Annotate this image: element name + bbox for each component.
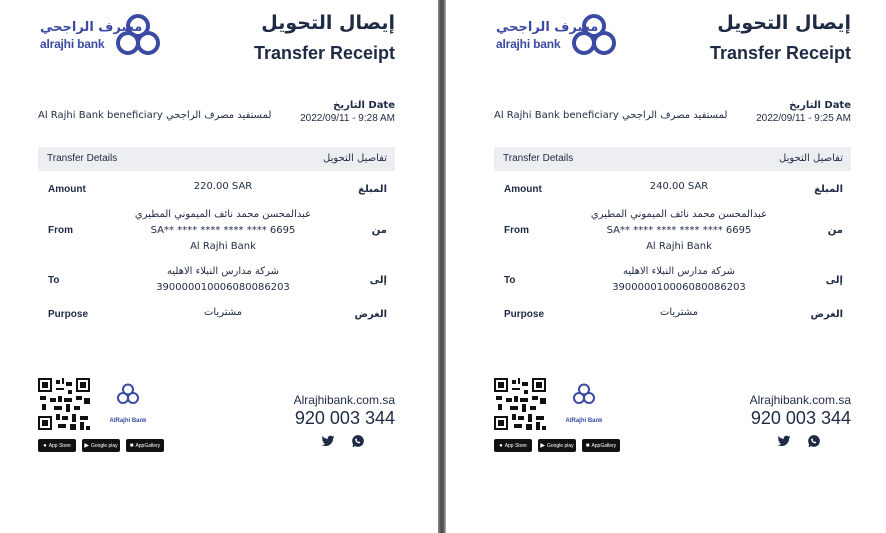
to-account: 390000010006080086203 [156,282,290,293]
logo-name-ar: مصرف الراجحي [496,20,599,35]
play-icon: ▶ [540,443,545,449]
amount-label-ar: المبلغ [358,184,387,195]
play-icon: ▶ [84,443,89,449]
social-links [321,434,365,448]
from-name: عبدالمحسن محمد نائف الميموني المطيري [134,209,312,220]
apple-icon: ● [499,442,503,449]
from-label-en: From [48,225,73,236]
app-store-badges [494,439,620,452]
date-block [300,100,395,124]
purpose-label-ar: الغرض [354,309,387,320]
twitter-icon[interactable] [777,434,791,448]
to-label-en: To [48,275,60,286]
to-label-en: To [504,275,516,286]
amount-value: 240.00 SAR [649,181,709,192]
footer-bank-logo [106,382,150,424]
transfer-details-header [38,147,395,171]
from-label-ar: من [371,225,387,236]
page-divider [438,0,446,533]
receipt-2 [494,0,851,533]
alrajhi-logo-icon [570,12,618,58]
purpose-label-en: Purpose [48,309,89,320]
date-value: 2022/09/11 - 9:25 AM [756,113,851,124]
amount-label-en: Amount [504,184,542,195]
purpose-label-en: Purpose [504,309,545,320]
to-name: شركة مدارس النبلاء الاهليه [167,266,279,277]
from-account: SA** **** **** **** **** 6695 [150,225,296,236]
google-play-badge[interactable]: ▶ Google play [538,439,576,452]
to-name: شركة مدارس النبلاء الاهليه [623,266,735,277]
to-account: 390000010006080086203 [612,282,746,293]
receipt-1 [38,0,395,533]
amount-label-ar: المبلغ [814,184,843,195]
to-label-ar: إلى [369,275,387,286]
bank-logo [494,12,624,58]
app-store-badge[interactable]: ● App Store [494,439,532,452]
purpose-value: مشتريات [659,307,699,318]
details-title-ar: تفاصيل التحويل [323,153,387,164]
beneficiary-type: Al Rajhi Bank beneficiary لمستفيد مصرف الراجحي [494,110,728,121]
amount-value: 220.00 SAR [193,181,253,192]
date-label: التاريخ Date [333,100,395,111]
alrajhi-logo-icon [116,382,140,406]
from-name: عبدالمحسن محمد نائف الميموني المطيري [590,209,768,220]
logo-name-en: alrajhi bank [40,37,105,51]
transfer-details-header [494,147,851,171]
qr-code-icon [38,378,90,430]
date-label: التاريخ Date [789,100,851,111]
social-links [777,434,821,448]
gallery-icon: ■ [129,442,134,449]
app-store-badges [38,439,164,452]
website-link[interactable]: Alrajhibank.com.sa [293,393,395,407]
date-value: 2022/09/11 - 9:28 AM [300,113,395,124]
from-label-en: From [504,225,529,236]
whatsapp-icon[interactable] [807,434,821,448]
qr-code-icon [494,378,546,430]
from-label-ar: من [827,225,843,236]
from-bank: Al Rajhi Bank [190,241,256,252]
title-ar: إيصال التحويل [717,12,851,34]
twitter-icon[interactable] [321,434,335,448]
from-bank: Al Rajhi Bank [646,241,712,252]
google-play-badge[interactable]: ▶ Google play [82,439,120,452]
app-gallery-badge[interactable]: ■ AppGallery [582,439,620,452]
title-en: Transfer Receipt [709,43,851,63]
logo-name-en: alrajhi bank [496,37,561,51]
apple-icon: ● [43,442,47,449]
details-title-ar: تفاصيل التحويل [779,153,843,164]
whatsapp-icon[interactable] [351,434,365,448]
footer-bank-name: AlRajhi Bank [565,418,603,424]
alrajhi-logo-icon [114,12,162,58]
website-link[interactable]: Alrajhibank.com.sa [749,393,851,407]
app-store-badge[interactable]: ● App Store [38,439,76,452]
gallery-icon: ■ [585,442,590,449]
app-gallery-badge[interactable]: ■ AppGallery [126,439,164,452]
logo-name-ar: مصرف الراجحي [40,20,143,35]
phone-number[interactable]: 920 003 344 [294,408,395,428]
purpose-label-ar: الغرض [810,309,843,320]
beneficiary-type: Al Rajhi Bank beneficiary لمستفيد مصرف الراجحي [38,110,272,121]
to-label-ar: إلى [825,275,843,286]
purpose-value: مشتريات [203,307,243,318]
from-account: SA** **** **** **** **** 6695 [606,225,752,236]
phone-number[interactable]: 920 003 344 [750,408,851,428]
bank-logo [38,12,168,58]
title-en: Transfer Receipt [253,43,395,63]
footer-bank-name: AlRajhi Bank [109,418,147,424]
details-title-en: Transfer Details [47,153,118,164]
alrajhi-logo-icon [572,382,596,406]
title-ar: إيصال التحويل [261,12,395,34]
amount-label-en: Amount [48,184,86,195]
details-title-en: Transfer Details [503,153,574,164]
footer-bank-logo [562,382,606,424]
date-block [756,100,851,124]
